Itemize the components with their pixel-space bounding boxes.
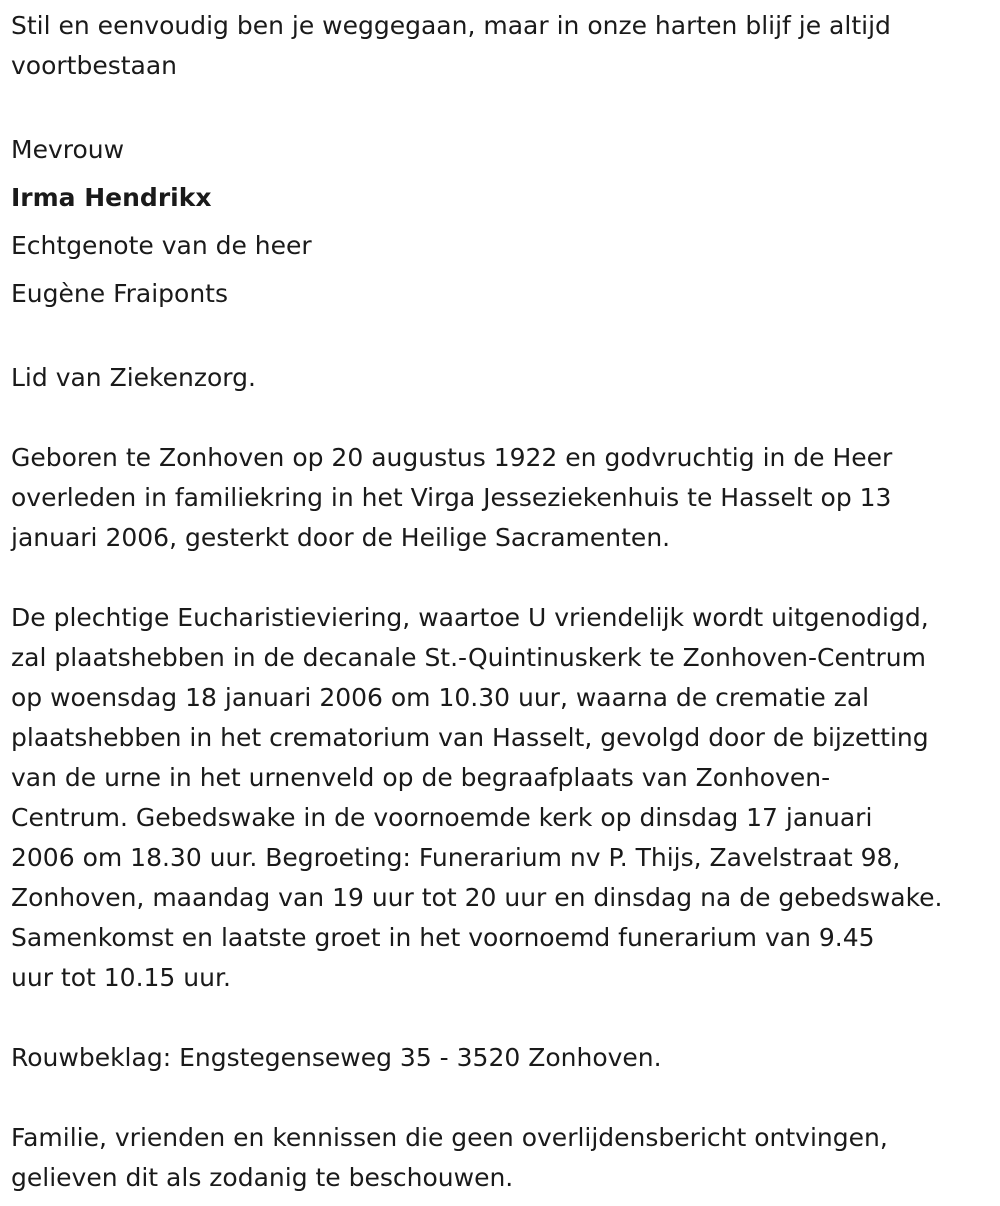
condolence-address: Rouwbeklag: Engstegenseweg 35 - 3520 Zonhoven. (11, 1043, 662, 1072)
paragraph-line: gelieven dit als zodanig te beschouwen. (11, 1163, 514, 1192)
paragraph-line: Centrum. Gebedswake in de voornoemde kerk op dinsdag 17 januari (11, 803, 873, 832)
birth-death-paragraph (11, 438, 985, 558)
deceased-name: Irma Hendrikx (11, 183, 212, 212)
intro-verse-line: Stil en eenvoudig ben je weggegaan, maar in onze harten blijf je altijd (11, 11, 891, 40)
paragraph-line: overleden in familiekring in het Virga Jesseziekenhuis te Hasselt op 13 (11, 483, 892, 512)
paragraph-line: De plechtige Eucharistieviering, waartoe U vriendelijk wordt uitgenodigd, (11, 603, 929, 632)
intro-verse-line: voortbestaan (11, 51, 178, 80)
paragraph-line: plaatshebben in het crematorium van Hasselt, gevolgd door de bijzetting (11, 723, 929, 752)
paragraph-line: januari 2006, gesterkt door de Heilige Sacramenten. (11, 523, 671, 552)
paragraph-line: Samenkomst en laatste groet in het voornoemd funerarium van 9.45 (11, 923, 875, 952)
paragraph-line: 2006 om 18.30 uur. Begroeting: Funerarium nv P. Thijs, Zavelstraat 98, (11, 843, 901, 872)
salutation: Mevrouw (11, 135, 125, 164)
paragraph-line: Zonhoven, maandag van 19 uur tot 20 uur en dinsdag na de gebedswake. (11, 883, 943, 912)
closing-paragraph (11, 1118, 985, 1198)
spouse-name: Eugène Fraiponts (11, 279, 229, 308)
ceremony-paragraph (11, 598, 985, 998)
paragraph-line: uur tot 10.15 uur. (11, 963, 231, 992)
paragraph-line: Familie, vrienden en kennissen die geen overlijdensbericht ontvingen, (11, 1123, 888, 1152)
spouse-line: Echtgenote van de heer (11, 231, 312, 260)
paragraph-line: zal plaatshebben in de decanale St.-Quintinuskerk te Zonhoven-Centrum (11, 643, 926, 672)
membership: Lid van Ziekenzorg. (11, 363, 256, 392)
paragraph-line: op woensdag 18 januari 2006 om 10.30 uur, waarna de crematie zal (11, 683, 870, 712)
paragraph-line: van de urne in het urnenveld op de begraafplaats van Zonhoven- (11, 763, 831, 792)
paragraph-line: Geboren te Zonhoven op 20 augustus 1922 en godvruchtig in de Heer (11, 443, 893, 472)
condolence-block (11, 1038, 985, 1078)
name-block (11, 126, 985, 318)
membership-block (11, 358, 985, 398)
intro-verse (11, 6, 985, 86)
